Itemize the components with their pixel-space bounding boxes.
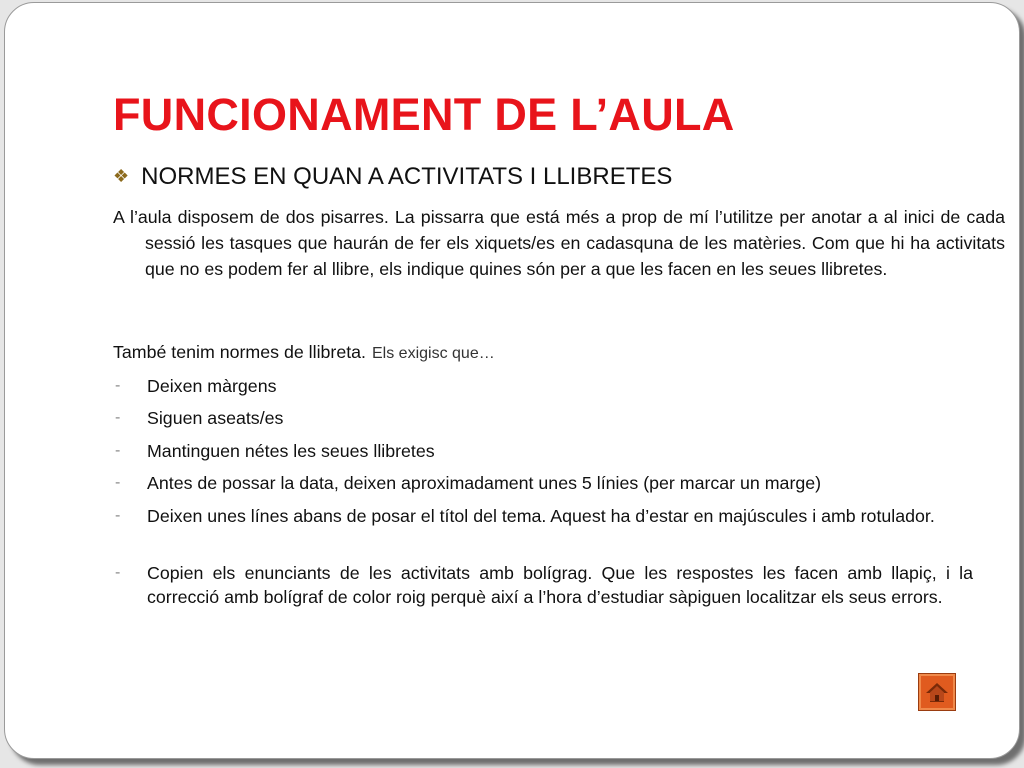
dash-bullet: - bbox=[115, 507, 121, 524]
rule-item bbox=[113, 374, 973, 398]
rule-item bbox=[113, 471, 973, 495]
rule-item bbox=[113, 504, 973, 528]
diamond-bullet-icon: ❖ bbox=[113, 165, 130, 186]
rule-text: Siguen aseats/es bbox=[147, 408, 284, 428]
rule-item bbox=[113, 406, 973, 430]
intro-paragraph: A l’aula disposem de dos pisarres. La pissarra que está més a prop de mí l’utilitze per anotar a al inici de cada sessió les tasques que haurán de fer els xiquets/es en cadasquna de les matèries. Com que hi ha activitats que no es podem fer al llibre, els indique quines són per a que les facen en les seues llibretes. bbox=[113, 207, 1005, 279]
slide bbox=[4, 2, 1020, 759]
slide-title: FUNCIONAMENT DE L’AULA bbox=[113, 89, 735, 140]
rules-intro-text: També tenim normes de llibreta. bbox=[113, 342, 366, 362]
dash-bullet: - bbox=[115, 442, 121, 459]
rules-intro bbox=[113, 342, 495, 363]
home-icon bbox=[924, 681, 950, 703]
rule-text: Copien els enunciants de les activitats amb bolígrag. Que les respostes les facen amb llapiç, i la correcció amb bolígraf de color roig perquè així a l’hora d’estudiar sàpiguen localitzar els seus errors. bbox=[147, 563, 973, 607]
rule-item bbox=[113, 561, 973, 609]
home-button[interactable] bbox=[918, 673, 956, 711]
rule-item bbox=[113, 439, 973, 463]
dash-bullet: - bbox=[115, 377, 121, 394]
dash-bullet: - bbox=[115, 474, 121, 491]
rule-text: Deixen màrgens bbox=[147, 376, 277, 396]
rule-text: Deixen unes línes abans de posar el títol del tema. Aquest ha d’estar en majúscules i amb rotulador. bbox=[147, 506, 935, 526]
rule-text: Antes de possar la data, deixen aproximadament unes 5 línies (per marcar un marge) bbox=[147, 473, 822, 493]
rule-text: Mantinguen nétes les seues llibretes bbox=[147, 441, 435, 461]
slide-subtitle bbox=[113, 163, 672, 191]
rules-intro-extra: Els exigisc que… bbox=[372, 345, 495, 362]
dash-bullet: - bbox=[115, 564, 121, 581]
subtitle-text: NORMES EN QUAN A ACTIVITATS I LLIBRETES bbox=[141, 163, 673, 190]
dash-bullet: - bbox=[115, 409, 121, 426]
